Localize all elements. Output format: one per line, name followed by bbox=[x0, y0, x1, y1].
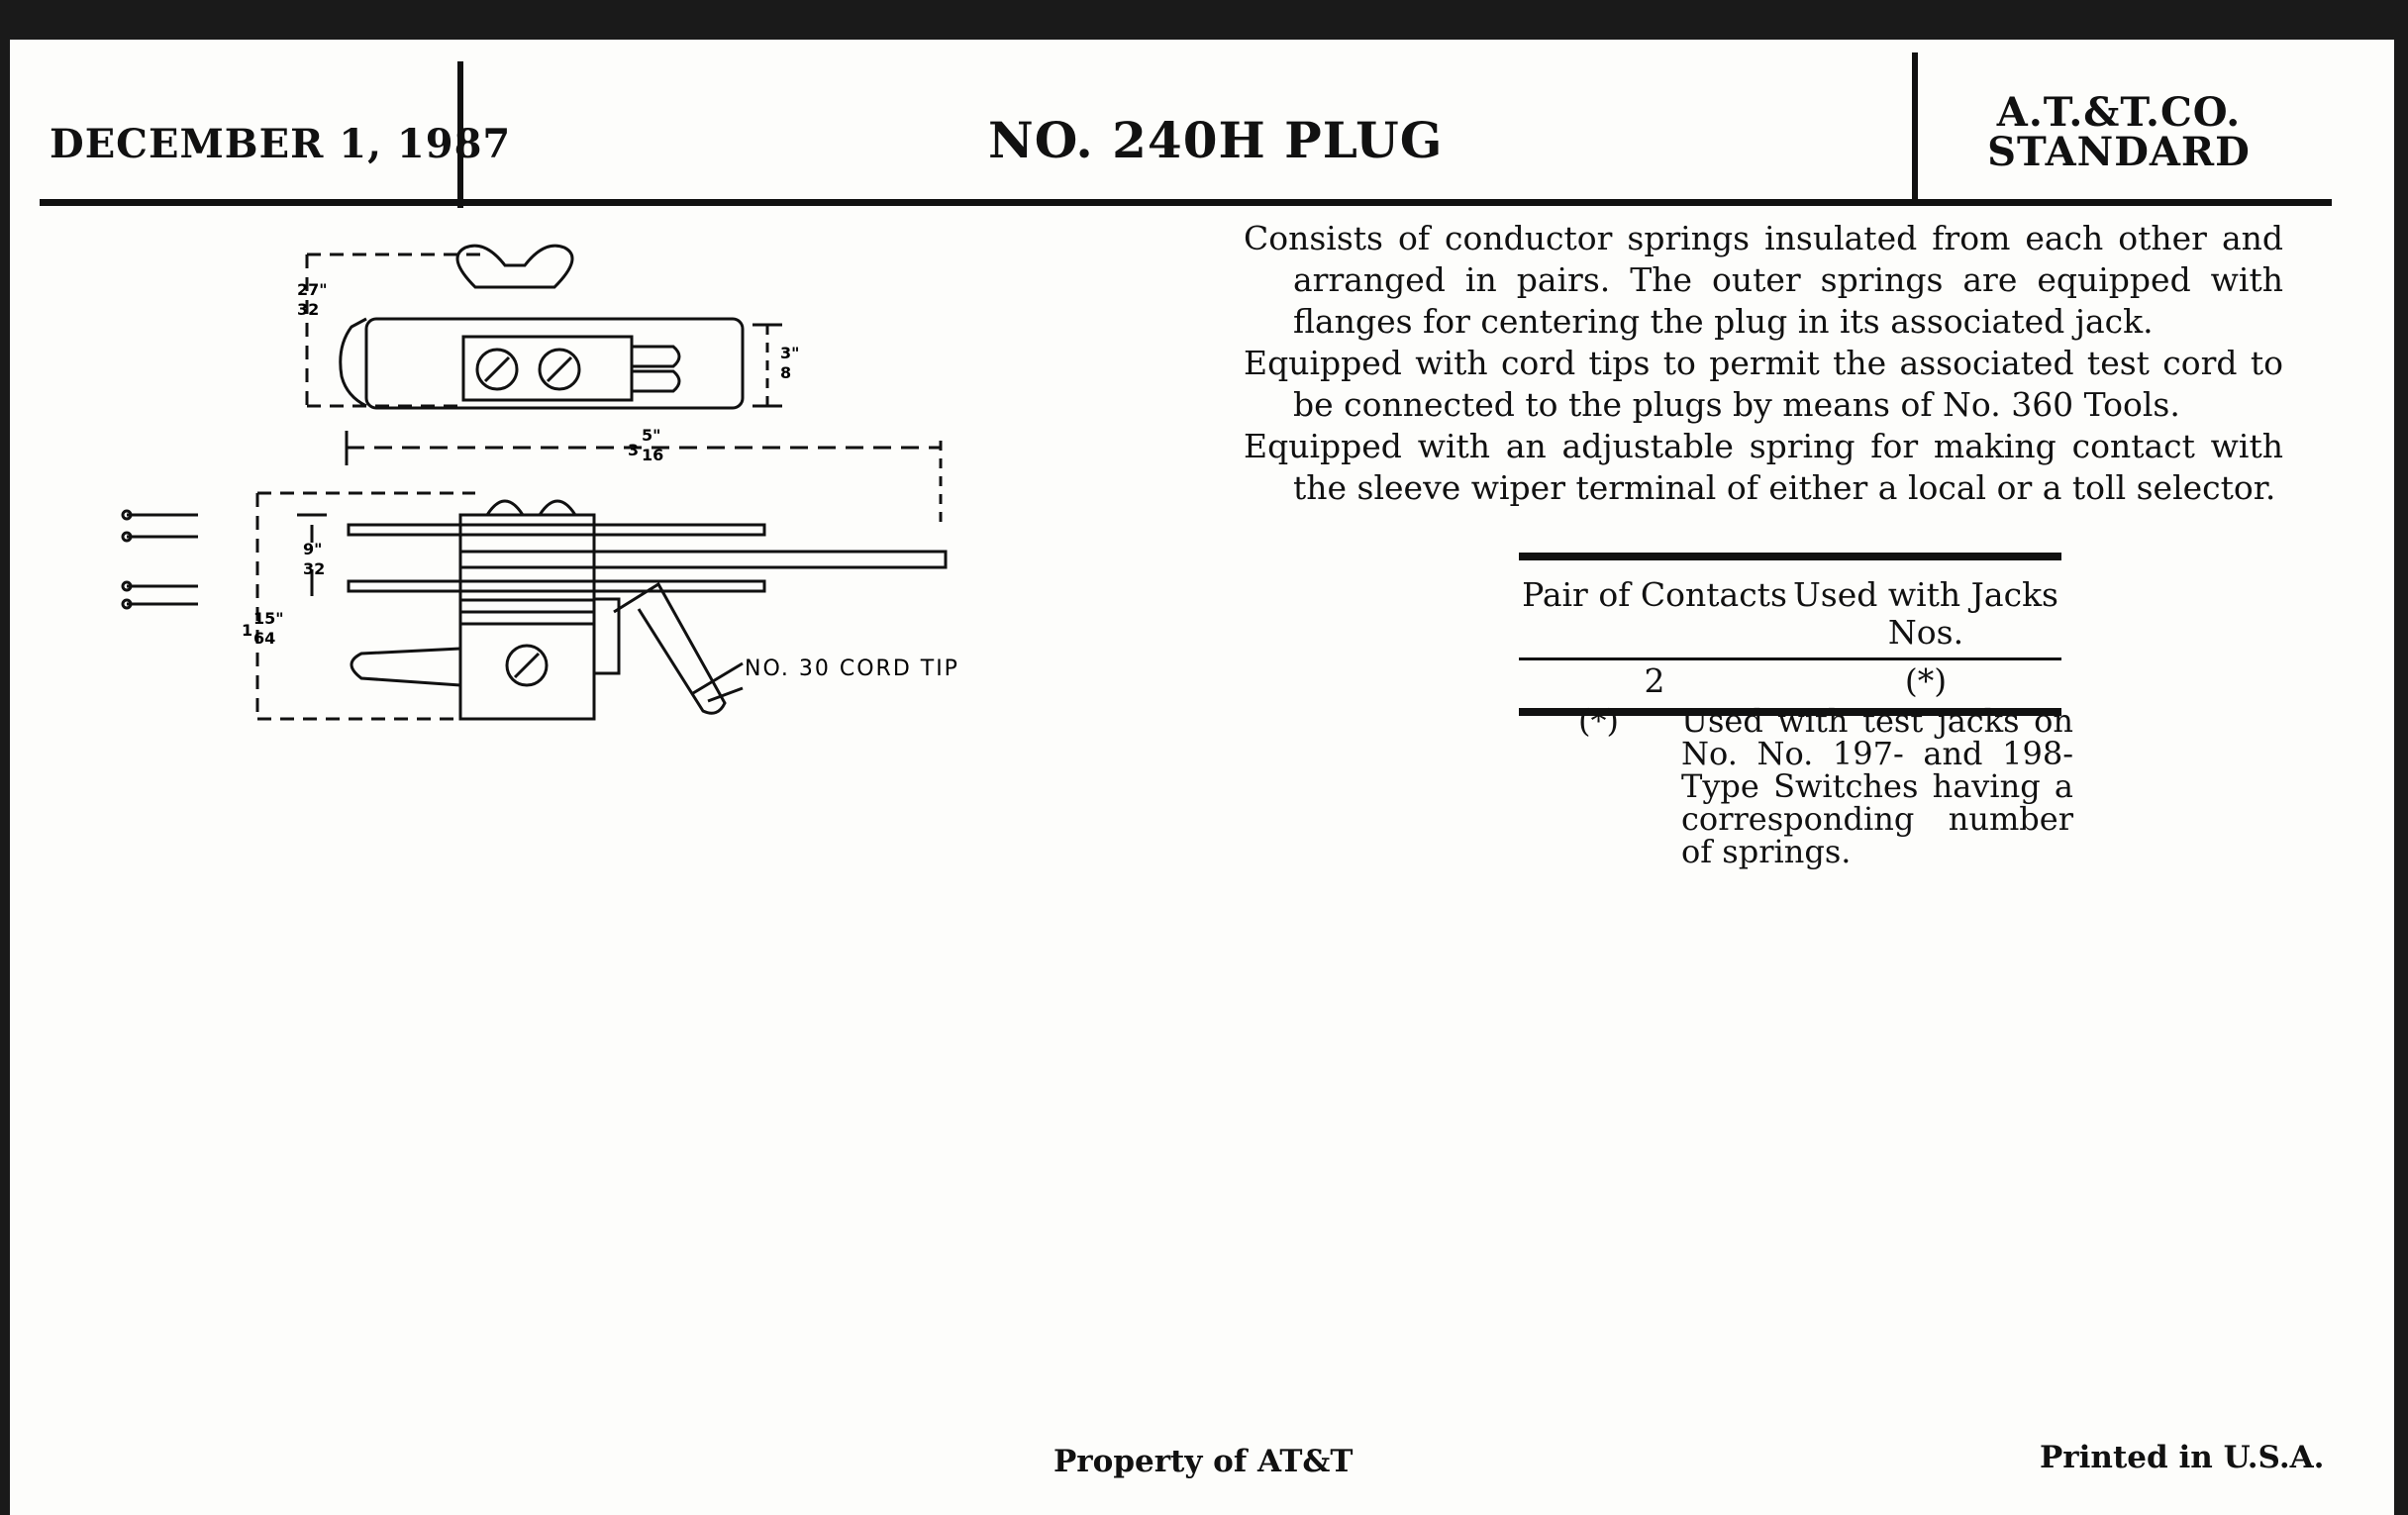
header-divider-right bbox=[1912, 52, 1918, 201]
description-paragraph: Equipped with an adjustable spring for making contact with the sleeve wiper terminal of either a local or a toll selector. bbox=[1244, 427, 2283, 507]
standard-line-1: A.T.&T.CO. bbox=[1996, 89, 2242, 136]
dim-spacing-num: 9" bbox=[303, 540, 323, 558]
dim-spacing-den: 32 bbox=[303, 559, 326, 578]
dim-depth-num: 3" bbox=[780, 344, 800, 362]
table-row bbox=[1519, 660, 2061, 708]
cord-tip-label: NO. 30 CORD TIP bbox=[745, 656, 959, 681]
dim-length-num: 5" bbox=[642, 426, 661, 445]
description-paragraph: Consists of conductor springs insulated from each other and arranged in pairs. The outer springs are equipped with flanges for centering the plug in its associated jack. bbox=[1244, 219, 2283, 341]
table-header-row bbox=[1519, 560, 2061, 657]
table-cell-jacks: (*) bbox=[1904, 661, 1948, 700]
header-rule bbox=[40, 199, 2332, 206]
dimension-labels bbox=[242, 280, 959, 681]
footnote-mark: (*) bbox=[1578, 702, 1619, 740]
dim-depth-den: 8 bbox=[780, 363, 792, 382]
footer-property: Property of AT&T bbox=[1054, 1444, 1354, 1479]
dim-height-side-num: 15" bbox=[253, 609, 284, 628]
dim-height-side-den: 64 bbox=[253, 629, 276, 648]
table-top-rule bbox=[1519, 553, 2061, 560]
table-footnote bbox=[1578, 702, 2073, 870]
column-header-used-with-jacks: Used with Jacks Nos. bbox=[1792, 575, 2058, 652]
document-date: DECEMBER 1, 1987 bbox=[50, 121, 512, 167]
standard-line-2: STANDARD bbox=[1987, 129, 2251, 175]
dim-length-whole: 3 bbox=[628, 441, 640, 459]
plug-drawing bbox=[99, 228, 990, 743]
page-title: NO. 240H PLUG bbox=[988, 111, 1444, 169]
dim-height-top-num: 27" bbox=[297, 280, 328, 299]
contacts-table bbox=[1519, 553, 2061, 716]
table-cell-contacts: 2 bbox=[1644, 661, 1665, 700]
plug-side-view bbox=[123, 493, 946, 719]
description-paragraph: Equipped with cord tips to permit the associated test cord to be connected to the plugs by means of No. 360 Tools. bbox=[1244, 344, 2283, 424]
footer-printed: Printed in U.S.A. bbox=[2040, 1440, 2325, 1475]
footnote-text: Used with test jacks on No. No. 197- and 198-Type Switches having a corresponding number of springs. bbox=[1681, 702, 2073, 870]
standard-label bbox=[1970, 89, 2267, 175]
description bbox=[1244, 218, 2283, 509]
column-header-pair-of-contacts: Pair of Contacts bbox=[1522, 575, 1787, 614]
dim-height-side-whole: 1 bbox=[242, 621, 253, 640]
dim-height-top-den: 32 bbox=[297, 300, 320, 319]
plug-top-view bbox=[307, 246, 941, 525]
dim-length-den: 16 bbox=[642, 446, 664, 464]
